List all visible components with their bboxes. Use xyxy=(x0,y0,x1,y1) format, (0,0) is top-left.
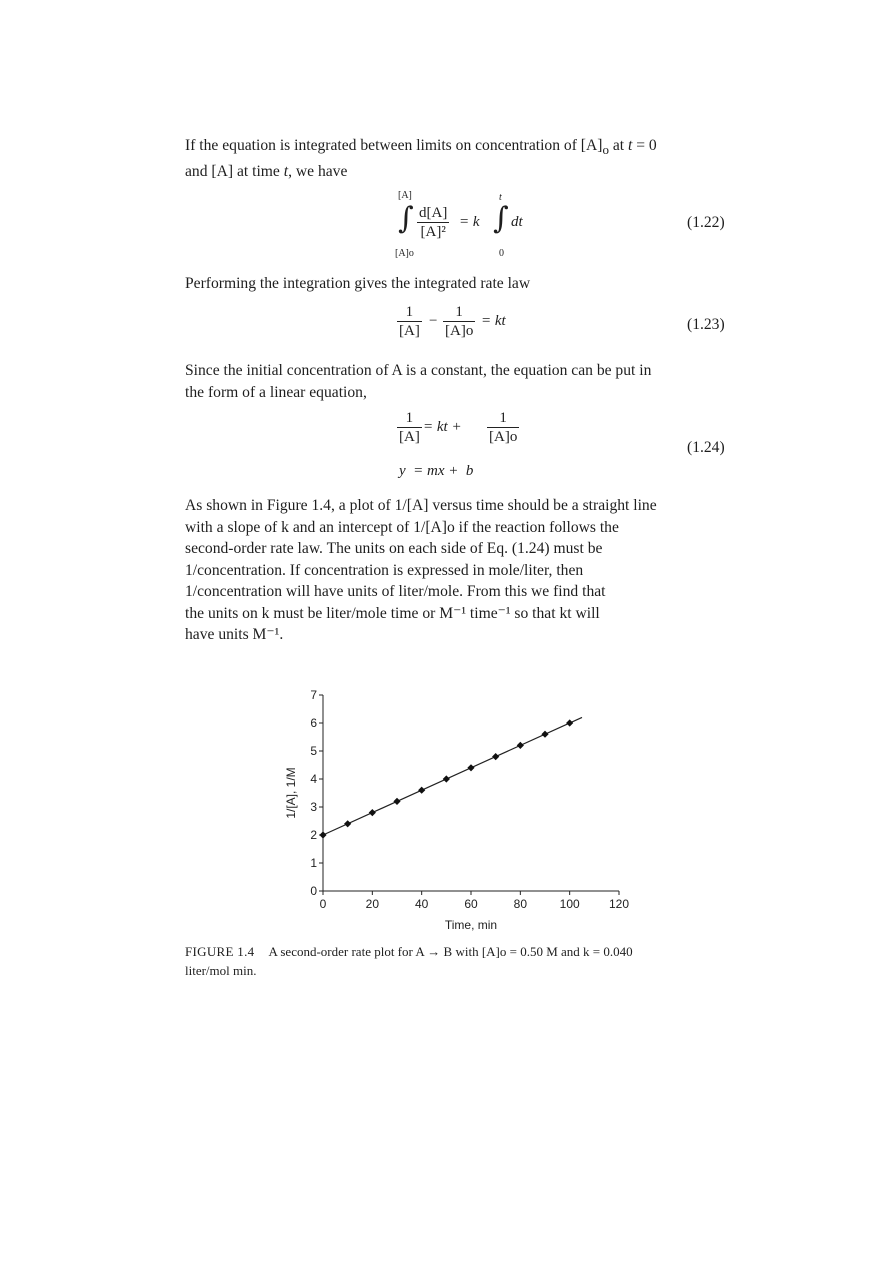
fraction-1-over-Ao xyxy=(443,303,475,340)
linear-form-paragraph xyxy=(185,360,730,403)
data-point xyxy=(517,742,524,749)
fraction-numerator: d[A] xyxy=(419,205,448,221)
figure-discussion-paragraph xyxy=(185,495,730,646)
y-tick-label: 1 xyxy=(310,856,317,870)
linear-form-y-mx-b: y = mx + b xyxy=(399,463,474,479)
integration-paragraph: Performing the integration gives the integrated rate law xyxy=(185,275,531,292)
integral2-upper-limit: t xyxy=(499,192,502,203)
equation-number-1-24: (1.24) xyxy=(687,439,725,456)
x-axis-label: Time, min xyxy=(444,918,498,932)
integral-sign-2: ∫ xyxy=(493,201,509,236)
y-tick-label: 5 xyxy=(310,744,317,758)
fraction-denominator: [A]o xyxy=(445,323,474,339)
intro-paragraph xyxy=(185,135,730,182)
intro-text-1: If the equation is integrated between limits on concentration of [A] xyxy=(185,137,603,154)
y-tick-label: 4 xyxy=(310,772,317,786)
caption-text-2: liter/mol min. xyxy=(185,963,257,978)
data-point xyxy=(467,764,474,771)
fraction-numerator: 1 xyxy=(397,409,422,428)
body-line-5: 1/concentration will have units of liter/mole. From this we find that xyxy=(185,583,606,600)
y-tick-label: 0 xyxy=(310,884,317,898)
data-point xyxy=(319,831,326,838)
y-tick-label: 3 xyxy=(310,800,317,814)
variable-t: t xyxy=(628,137,633,154)
subscript-o: o xyxy=(602,142,609,158)
linear-text-1: Since the initial concentration of A is a constant, the equation can be put in xyxy=(185,362,652,379)
data-point xyxy=(566,719,573,726)
dt: dt xyxy=(511,214,523,230)
intro-text-4: and [A] at time xyxy=(185,162,284,180)
integral-upper-limit: [A] xyxy=(398,190,412,201)
fraction-numerator: 1 xyxy=(487,409,519,428)
x-tick-label: 20 xyxy=(365,897,380,911)
variable-t: t xyxy=(283,162,289,180)
fraction-1-over-A xyxy=(397,409,422,446)
fraction-denominator: [A]² xyxy=(420,224,446,240)
equals-k: = k xyxy=(459,214,480,230)
fraction-denominator: [A]o xyxy=(489,429,518,445)
x-tick-label: 60 xyxy=(464,897,478,911)
data-point xyxy=(443,775,450,782)
second-order-rate-plot xyxy=(270,680,650,940)
intro-text-3: = 0 xyxy=(632,137,657,154)
fraction-numerator: 1 xyxy=(397,303,422,322)
data-point xyxy=(344,820,351,827)
data-point xyxy=(418,787,425,794)
data-point xyxy=(393,798,400,805)
y-tick-label: 2 xyxy=(310,828,317,842)
data-point xyxy=(492,753,499,760)
chart-axes xyxy=(323,695,619,891)
linear-text-2: the form of a linear equation, xyxy=(185,383,367,401)
fraction-dA-A2 xyxy=(417,204,449,241)
fraction-1-over-A xyxy=(397,303,422,340)
body-line-7: have units M⁻¹. xyxy=(185,626,284,643)
equation-1-22 xyxy=(395,190,555,262)
fraction-numerator: 1 xyxy=(443,303,475,322)
equation-1-23 xyxy=(397,303,577,351)
y-axis-label: 1/[A], 1/M xyxy=(284,767,298,819)
fraction-1-over-Ao xyxy=(487,409,519,446)
equation-number-1-23: (1.23) xyxy=(687,316,725,333)
intro-text-2: at xyxy=(608,137,628,154)
equals-kt: = kt xyxy=(481,313,506,329)
y-tick-label: 6 xyxy=(310,716,317,730)
integral-lower-limit: [A]o xyxy=(395,248,414,259)
x-tick-label: 40 xyxy=(414,897,429,911)
data-point xyxy=(369,809,376,816)
body-line-4: 1/concentration. If concentration is expressed in mole/liter, then xyxy=(185,561,584,579)
y-tick-label: 7 xyxy=(310,688,317,702)
body-line-6: the units on k must be liter/mole time or M⁻¹ time⁻¹ so that kt will xyxy=(185,604,600,622)
integral-sign: ∫ xyxy=(398,201,414,236)
body-line-3: second-order rate law. The units on each side of Eq. (1.24) must be xyxy=(185,540,603,557)
caption-text: A second-order rate plot for A → B with [A]o = 0.50 M and k = 0.040 xyxy=(268,944,633,959)
integral2-lower-limit: 0 xyxy=(499,248,504,259)
body-line-2: with a slope of k and an intercept of 1/[A]o if the reaction follows the xyxy=(185,518,619,536)
minus-sign: − xyxy=(429,313,438,329)
intro-text-5: , we have xyxy=(288,162,348,180)
fraction-denominator: [A] xyxy=(399,429,420,445)
x-tick-label: 100 xyxy=(559,897,580,911)
data-point xyxy=(541,731,548,738)
x-tick-label: 0 xyxy=(319,897,327,911)
body-line-1: As shown in Figure 1.4, a plot of 1/[A] versus time should be a straight line xyxy=(185,497,657,514)
equation-1-24 xyxy=(397,409,577,483)
equals-kt-plus: = kt + xyxy=(423,419,462,435)
figure-label: FIGURE 1.4 xyxy=(185,944,255,959)
x-tick-label: 80 xyxy=(513,897,528,911)
figure-caption xyxy=(185,942,733,980)
equation-number-1-22: (1.22) xyxy=(687,214,725,231)
fraction-denominator: [A] xyxy=(399,323,420,339)
x-tick-label: 120 xyxy=(608,897,630,911)
